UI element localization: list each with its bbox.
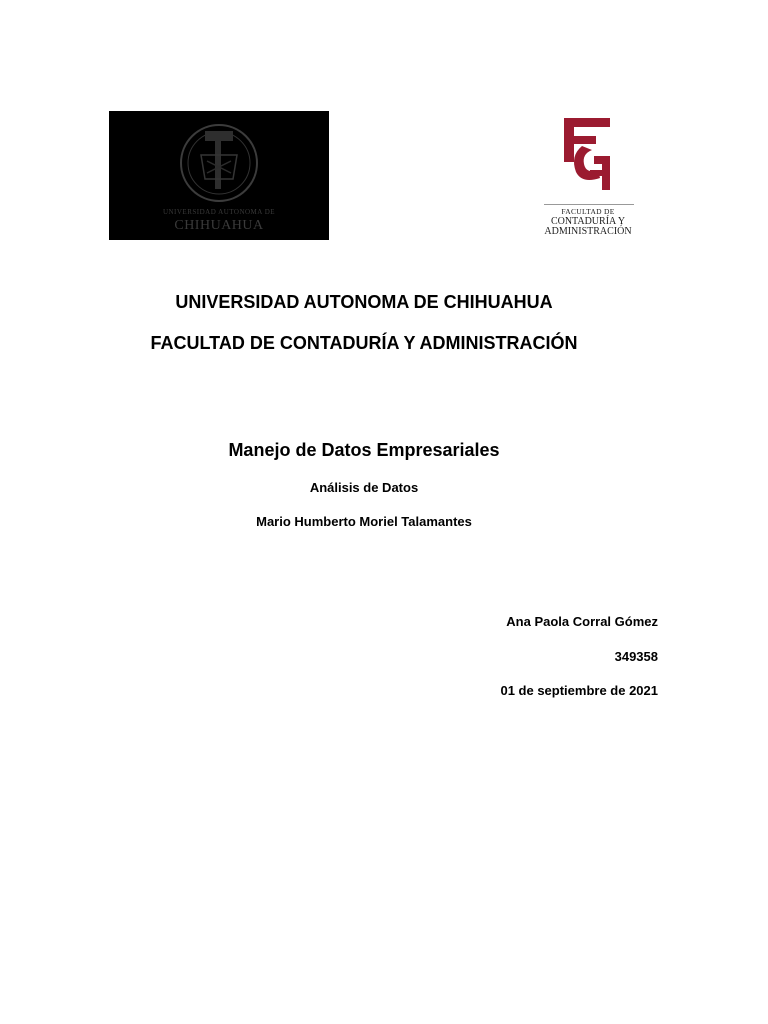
- student-name: Ana Paola Corral Gómez: [506, 614, 658, 629]
- fca-divider: [544, 204, 634, 205]
- fca-monogram-icon: [560, 116, 616, 192]
- uach-logo-line1: UNIVERSIDAD AUTONOMA DE: [162, 208, 276, 216]
- uach-seal-icon: [177, 119, 261, 205]
- course-title: Manejo de Datos Empresariales: [228, 440, 500, 460]
- fca-logo-line2: CONTADURÍA Y: [550, 216, 626, 227]
- uach-logo: [109, 111, 329, 240]
- fca-logo-line1: FACULTAD DE: [561, 207, 615, 216]
- fca-logo: [536, 112, 640, 240]
- assignment-title: Análisis de Datos: [309, 480, 419, 495]
- student-id: 349358: [614, 649, 658, 664]
- uach-logo-line2: CHIHUAHUA: [174, 218, 264, 233]
- fca-logo-line3: ADMINISTRACIÓN: [544, 226, 632, 237]
- submission-date: 01 de septiembre de 2021: [500, 683, 658, 698]
- teacher-name: Mario Humberto Moriel Talamantes: [256, 514, 472, 529]
- university-heading: UNIVERSIDAD AUTONOMA DE CHIHUAHUA: [175, 292, 553, 312]
- faculty-heading: FACULTAD DE CONTADURÍA Y ADMINISTRACIÓN: [150, 333, 578, 353]
